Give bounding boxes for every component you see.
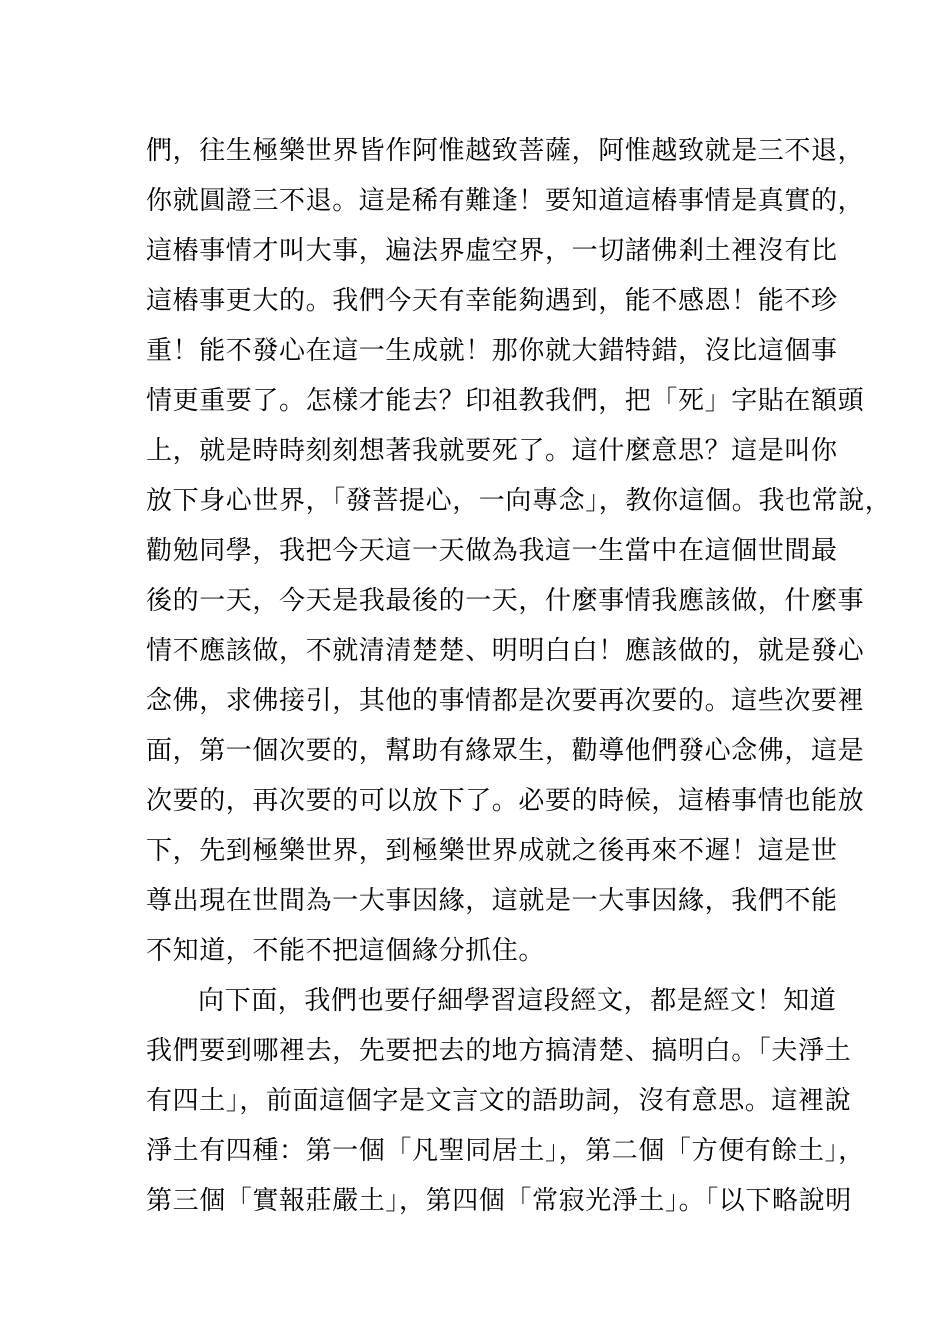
text-line: 後的一天，今天是我最後的一天，什麼事情我應該做，什麼事: [146, 586, 865, 616]
text-line: 下，先到極樂世界，到極樂世界成就之後再來不遲！這是世: [146, 836, 838, 866]
paragraph-start-line: 向下面，我們也要仔細學習這段經文，都是經文！知道: [198, 986, 837, 1016]
text-line: 念佛，求佛接引，其他的事情都是次要再次要的。這些次要裡: [146, 686, 865, 716]
text-line: 這樁事更大的。我們今天有幸能夠遇到，能不感恩！能不珍: [146, 286, 838, 316]
text-line: 這樁事情才叫大事，遍法界虛空界，一切諸佛剎土裡沒有比: [146, 236, 838, 266]
text-line: 不知道，不能不把這個緣分抓住。: [146, 936, 546, 966]
text-line: 重！能不發心在這一生成就！那你就大錯特錯，沒比這個事: [146, 336, 838, 366]
text-line: 我們要到哪裡去，先要把去的地方搞清楚、搞明白。「夫淨土: [146, 1036, 852, 1066]
text-line: 有四土」，前面這個字是文言文的語助詞，沒有意思。這裡說: [146, 1086, 852, 1116]
text-line: 情更重要了。怎樣才能去？印祖教我們，把「死」字貼在額頭: [146, 386, 865, 416]
text-line: 尊出現在世間為一大事因緣，這就是一大事因緣，我們不能: [146, 886, 838, 916]
text-line: 次要的，再次要的可以放下了。必要的時候，這樁事情也能放: [146, 786, 865, 816]
text-line: 們，往生極樂世界皆作阿惟越致菩薩，阿惟越致就是三不退，: [146, 136, 865, 166]
text-line: 第三個「實報莊嚴土」，第四個「常寂光淨土」。「以下略說明: [146, 1186, 852, 1216]
text-line: 情不應該做，不就清清楚楚、明明白白！應該做的，就是發心: [146, 636, 865, 666]
body-text: [146, 126, 892, 1226]
text-line: 你就圓證三不退。這是稀有難逢！要知道這樁事情是真實的，: [146, 186, 865, 216]
text-line: 淨土有四種：第一個「凡聖同居土」，第二個「方便有餘土」，: [146, 1136, 865, 1166]
text-line: 面，第一個次要的，幫助有緣眾生，勸導他們發心念佛，這是: [146, 736, 865, 766]
text-line: 勸勉同學，我把今天這一天做為我這一生當中在這個世間最: [146, 536, 838, 566]
text-line: 上，就是時時刻刻想著我就要死了。這什麼意思？這是叫你: [146, 436, 838, 466]
text-line: 放下身心世界，「發菩提心，一向專念」，教你這個。我也常說，: [146, 486, 892, 516]
